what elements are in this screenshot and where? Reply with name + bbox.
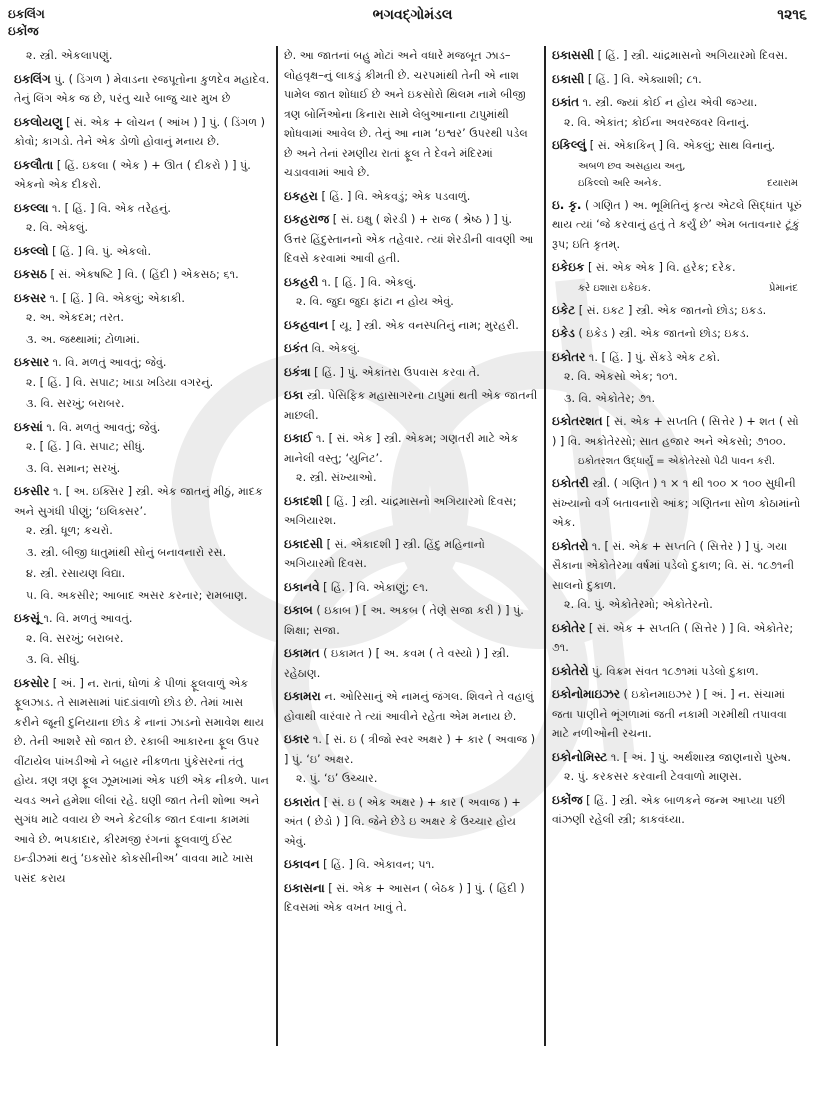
entry-line [284, 187, 538, 207]
definition-text: ( ઇકેડ ) સ્ત્રી. એક જાતનો છોડ; ઇકડ. [578, 327, 750, 340]
sub-sense: ૨. સ્ત્રી. ધૂળ; કચરો. [26, 524, 113, 537]
definition-text: વિ. એકલું. [311, 342, 361, 355]
definition-text: ૧. વિ. મળતું આવતું; જેવું. [52, 356, 167, 369]
entry-line [14, 156, 270, 195]
dictionary-entry [552, 70, 806, 90]
definition-text: ૧. [ હિં. ] વિ. એક તરેહનું. [52, 201, 171, 215]
dictionary-entry [14, 289, 270, 350]
definition-text: ( ઇકાબ ) [ અ. અકબ ( તેણે સજા કરી ) ] પું. શિક્ષા; સજા. [284, 604, 524, 637]
entry-line [284, 879, 538, 918]
dictionary-entry [552, 791, 806, 830]
definition-text: ( ઇકોનમાઇઝર ) [ અં. ] ન. સંચામાં જતા પાણીને ભૂંગળામાં જતી નકામી ગરમીથી તપાવવા માટે નળીઓની રચના. [552, 688, 787, 740]
definition-text: [ હિં. ] સ્ત્રી. ચાંદ્રમાસનો અગિયારમો દિવસ; અગિયારશ. [284, 494, 517, 527]
sub-sense: ૩. વિ. સમાન; સરખું. [26, 461, 121, 475]
dictionary-entry [14, 674, 270, 889]
column-right [544, 46, 812, 1046]
headword: ઇકાંત [552, 95, 580, 109]
quotation-text: ઇકોતરશત ઉદ્ધાર્યું = એકોતેરસો પેઢી પાવન કરી. [578, 456, 776, 467]
headword: ઇકેઇક [552, 260, 585, 274]
entry-line [552, 412, 806, 451]
definition-text: ૧. [ સં. એક + સપ્તતિ ( સિત્તેર ) ] પું. ગયા સૈકાના એકોતેરમા વર્ષમાં પડેલો દુકાળ; વિ. સં. ૧૮૭૧ની સાલનો દુકાળ. [552, 539, 795, 592]
dictionary-entry [552, 93, 806, 132]
definition-text: [ સં. એક + આસન ( બેઠક ) ] પું. ( હિંદી ) દિવસમાં એક વખત ખાવું તે. [284, 881, 525, 914]
quotation-line [552, 175, 806, 192]
dictionary-entry [284, 535, 538, 574]
definition-text: [ અં. ] ન. રાતાં, ધોળાં કે પીળાં ફૂલવાળું એક ફૂલઝાડ. તે સામસામાં પાંદડાંવાળો છોડ છે. તેમાં ખાસ કરીને જૂની દુનિયાના છોડ કે નાનાં ઝાડનો સમાવેશ થાય છે. તેની આશરે સો જાત છે. રકાબી આકારના ફૂલ ઉપર વીંટાયેલ પાંખડીઓ ને બહાર નીકળતા પુંકેસરનાં તંતુ હોય. ત્રણ ત્રણ ફૂલ ઝૂમખામાં એક પછી એક નીકળે. પાન ચવડ અને હમેશા લીલાં રહે. ઘણી જાત તેની શોભા અને સુગંધ માટે વવાય છે અને કેટલીક જાત દવાના કામમાં આવે છે. ભપકાદાર, કીરમજી રંગનાં ફૂલવાળું ઈસ્ટ ઇન્ડીઝમાં થતું ‘ઇકસોર કોકસીનીઅ’ વાવવા માટે ખાસ પસંદ કરાય [14, 676, 269, 885]
entry-line [284, 46, 538, 183]
definition-text: પું. વિક્રમ સંવત ૧૮૭૧માં પડેલો દુકાળ. [591, 664, 759, 678]
entry-line [284, 363, 538, 383]
headword: ઇકસોર [14, 675, 50, 690]
definition-text: ૧. [ સં. એક ] સ્ત્રી. એકમ; ગણતરી માટે એક માનેલી વસ્તુ; ‘યુનિટ’. [284, 432, 519, 465]
dictionary-entry [552, 348, 806, 409]
column-middle [276, 46, 544, 1046]
sub-sense: ૨. વિ. સરખું; બરાબર. [26, 631, 124, 645]
quotation-line [552, 158, 806, 175]
headword: ઇકહરાજ [284, 212, 330, 226]
dictionary-entry [14, 265, 270, 285]
entry-line [14, 609, 270, 629]
definition-text: [ હિં. ] વિ. એકાવન; ૫૧. [323, 858, 435, 871]
sub-sense: ૩. વિ. એકોતેર; ૭૧. [564, 391, 656, 405]
dictionary-entry [14, 199, 270, 238]
quotation-text: ઇકિલ્લો અરિ અનેક. [578, 177, 662, 189]
headword: ઇકોંજ [552, 792, 583, 807]
quotation [552, 453, 806, 470]
headword: ઇકલિંગ [14, 71, 51, 86]
definition-text: ૧. [ અં. ] પું. અર્થશાસ્ત્ર જાણનારો પુરુષ. [610, 750, 791, 764]
headword: ઇકેટ [552, 302, 576, 317]
definition-text: [ સં. એકાકિન્ ] વિ. એકલું; સાથ વિનાનું. [589, 139, 776, 152]
dictionary-entry [14, 242, 270, 262]
definition-text: [ હિં. ] સ્ત્રી. એક બાળકને જન્મ આપ્યા પછી વાંઝણી રહેલી સ્ત્રી; કાકવંધ્યા. [552, 793, 786, 826]
dictionary-entry [284, 187, 538, 207]
headword: ઇ. કૃ. [552, 197, 582, 212]
dictionary-entry [14, 418, 270, 479]
dictionary-entry [14, 70, 270, 109]
dictionary-entry [552, 474, 806, 533]
headword: ઇકોતેર [552, 620, 586, 635]
page-title: ભગવદ્ગોમંડલ [372, 7, 453, 23]
definition-text: [ સં. ઇકટ ] સ્ત્રી. એક જાતનો છોડ; ઇકડ. [578, 303, 767, 317]
dictionary-entry [552, 301, 806, 321]
entry-line [14, 265, 270, 285]
headword: ઇકાવન [284, 857, 320, 871]
entry-line [284, 687, 538, 726]
headword: ઇકાદસી [284, 536, 323, 551]
headword: ઇકલ્લા [14, 200, 49, 215]
entry-line [284, 316, 538, 336]
entry-line [284, 644, 538, 683]
dictionary-entry [284, 316, 538, 336]
headword: ઇકલ્લો [14, 243, 49, 258]
headword: ઇકોનોમિસ્ટ [552, 749, 608, 764]
dictionary-entry [284, 46, 538, 183]
entry-line [14, 113, 270, 152]
definition-text: ૧. [ અ. ઇક્સિર ] સ્ત્રી. એક જાતનું મીઠું, માદક અને સુગંધી પીણું; ‘ઇલિક્સર’. [14, 485, 263, 518]
guide-word-first: ઇકલિંગ [8, 7, 45, 21]
definition-text: [ હિં. ] વિ. પું. એકલો. [52, 244, 152, 258]
dictionary-entry [14, 156, 270, 195]
definition-text: ( ઇકામત ) [ અ. કવમ ( તે વસ્યો ) ] સ્ત્રી. રહેઠાણ. [284, 647, 510, 680]
entry-line [552, 324, 806, 344]
entry-line [284, 273, 538, 293]
sub-sense: ૩. સ્ત્રી. બીજી ધાતુમાંથી સોનું બનાવનારો રસ. [26, 545, 227, 559]
definition-text: છે. આ જાતનાં બહુ મોટાં અને વધારે મજબૂત ઝાડ–લોહવૃક્ષ–નું લાકડું કીમતી છે. ચરપમાંથી તેની એ નાશ પામેલ જાત શોધાઈ છે અને ઇકસોરો થિલમ નામે બીજી ત્રણ બોર્નિઓના કિનારા સામે લેબુઆનાના ટાપુમાંથી શોધવામાં આવેલ છે. તેનું આ નામ ‘ઇશ્વર’ ઉપરથી પડેલ છે અને તેનાં રમણીય રાતાં ફૂલ તે દેવને મંદિરમાં ચડાવવામાં આવે છે. [284, 49, 528, 179]
definition-text: ૧. [ હિં. ] વિ. એકલું; એકાકી. [49, 291, 185, 305]
quotation [552, 280, 806, 297]
definition-text: [ સં. ઇ ( એક અક્ષર ) + કાર ( અવાજ ) + અંત ( છેડો ) ] વિ. જેને છેડે ઇ અક્ષર કે ઉચ્ચાર હોય એવું. [284, 795, 521, 848]
headword: ઇકસઠ [14, 267, 47, 281]
quotation-text: અબળ છવ અસહાય અનુ, [578, 160, 686, 172]
headword: ઇકાસસી [552, 48, 595, 62]
dictionary-entry [284, 855, 538, 875]
headword: ઇકલોયણુ [14, 114, 63, 129]
sub-sense: ૨. પું. ‘ઇ’ ઉચ્ચાર. [296, 772, 378, 785]
definition-text: ૧. સ્ત્રી. જ્યાં કોઈ ન હોય એવી જગ્યા. [582, 96, 758, 109]
headword: ઇકાઈ [284, 431, 313, 445]
entry-line [14, 199, 270, 219]
definition-text: [ સં. એકષષ્ટિ ] વિ. ( હિંદી ) એકસઠ; ૬૧. [50, 268, 239, 281]
headword: ઇકાબ [284, 603, 313, 617]
dictionary-entry [284, 687, 538, 726]
dictionary-entry [284, 210, 538, 269]
entry-line [552, 537, 806, 596]
definition-text: ૧. [ હિં. ] વિ. એકલું. [321, 275, 417, 289]
definition-text: ૧. [ સં. ઇ ( ત્રીજો સ્વર અક્ષર ) + કાર ( અવાજ ) ] પું. ‘ઇ’ અક્ષર. [284, 733, 536, 766]
headword: ઇકાનવે [284, 579, 320, 594]
entry-line [552, 474, 806, 533]
dictionary-entry [552, 46, 806, 66]
sub-sense: ૨. [ હિં. ] વિ. સપાટ; ખાડા ખડિયા વગરનું. [26, 375, 214, 389]
headword: ઇકસાં [14, 419, 43, 434]
entry-line [552, 301, 806, 321]
dictionary-entry [552, 619, 806, 658]
quotation-text: કરે ઇશારા ઇકેઇક. [578, 282, 651, 294]
entry-line [552, 685, 806, 744]
quotation-author: પ્રેમાનંદ [768, 282, 798, 294]
entry-line [14, 242, 270, 262]
sub-sense: ૩. વિ. સરખું; બરાબર. [26, 397, 125, 410]
dictionary-entry [552, 748, 806, 787]
sub-sense: ૫. વિ. અકસીર; આબાદ અસર કરનાર; રામબાણ. [26, 588, 248, 602]
dictionary-entry [552, 196, 806, 255]
dictionary-entry [284, 429, 538, 488]
entry-line [552, 619, 806, 658]
dictionary-entry [284, 492, 538, 531]
entry-line [14, 418, 270, 438]
entry-line [552, 46, 806, 66]
entry-line [284, 601, 538, 640]
dictionary-entry [14, 353, 270, 414]
sub-sense: ૨. વિ. પું. એકોતેરમો; એકોતેરનો. [564, 598, 713, 611]
dictionary-entry [14, 482, 270, 605]
entry-line [552, 791, 806, 830]
definition-text: ૧. વિ. મળતું આવતું; જેવું. [46, 420, 161, 434]
quotation [552, 158, 806, 192]
definition-text: [ સં. એક એક ] વિ. હરેક; દરેક. [587, 261, 736, 274]
sub-sense: ૨. પું. કરકસર કરવાની ટેવવાળો માણસ. [564, 770, 742, 783]
dictionary-entry [284, 601, 538, 640]
headword: ઇકોતરશત [552, 414, 603, 428]
entry-line [14, 353, 270, 373]
dictionary-columns [8, 46, 818, 1046]
definition-text: ૧. વિ. મળતું આવતું. [43, 612, 133, 625]
definition-text: [ હિં. ] પું. એકાંતરા ઉપવાસ કરવા તે. [314, 365, 480, 379]
headword: ઇકસીર [14, 484, 50, 498]
headword: ઇકસર [14, 290, 47, 305]
dictionary-entry [14, 113, 270, 152]
definition-text: [ હિં. ] વિ. એકાણું; ૯૧. [323, 580, 429, 594]
entry-line [284, 855, 538, 875]
entry-line [552, 196, 806, 255]
sub-sense: ૪. સ્ત્રી. રસાયણ વિદ્યા. [26, 567, 126, 580]
definition-text: [ સં. એક + સપ્તતિ ( સિત્તેર ) ] વિ. એકોતેર; ૭૧. [552, 621, 794, 654]
quotation-author: દયારામ [767, 177, 798, 189]
headword: ઇકસાર [14, 355, 50, 369]
dictionary-entry [284, 386, 538, 425]
entry-line [552, 258, 806, 278]
sub-sense: ૨. [ હિં. ] વિ. સપાટ; સીધું. [26, 440, 146, 453]
entry-line [284, 386, 538, 425]
dictionary-entry [14, 46, 270, 66]
headword: ઇકારાંત [284, 794, 321, 809]
entry-line [14, 482, 270, 521]
headword: ઇકેડ [552, 326, 575, 340]
entry-line [552, 748, 806, 768]
entry-line [284, 578, 538, 598]
headword: ઇકાર [284, 732, 310, 746]
definition-text: [ હિં. ] વિ. એકવડું; એક પડવાળું. [321, 189, 471, 203]
definition-text: [ સં. એક + લોચન ( આંખ ) ] પું. ( ડિંગળ ) કોવો; કાગડો. તેને એક ડોળો હોવાનું મનાય છે. [14, 115, 266, 148]
page-number: ૧૨૧૬ [777, 7, 807, 23]
entry-line [552, 70, 806, 90]
dictionary-entry [552, 136, 806, 192]
headword: ઇકિલ્લું [552, 138, 587, 152]
definition-text: સ્ત્રી. પેસિફિક મહાસાગરના ટાપુમાં થતી એક જાતની માછલી. [284, 389, 538, 422]
dictionary-entry [552, 258, 806, 297]
dictionary-entry [552, 412, 806, 470]
definition-text: [ યૂ. ] સ્ત્રી. એક વનસ્પતિનું નામ; મુરહરી. [331, 318, 519, 332]
sub-sense: ૨. વિ. એકાંત; કોઈના અવરજવર વિનાનું. [564, 115, 750, 129]
sub-sense: ૨. અ. એકદમ; તરત. [26, 311, 124, 324]
dictionary-entry [284, 363, 538, 383]
sub-sense: ૨. સ્ત્રી. સંખ્યાઓ. [296, 471, 377, 484]
entry-line [14, 70, 270, 109]
page-header [0, 0, 825, 48]
headword: ઇકંત [284, 341, 309, 355]
dictionary-entry [284, 793, 538, 852]
entry-line [284, 210, 538, 269]
headword: ઇકોતરી [552, 476, 589, 490]
sub-sense: ૨. વિ. એકસો એક; ૧૦૧. [564, 370, 678, 383]
dictionary-entry [284, 730, 538, 789]
headword: ઇકામત [284, 646, 320, 660]
dictionary-entry [552, 662, 806, 682]
headword: ઇકા [284, 388, 304, 402]
headword: ઇકામરા [284, 689, 321, 703]
entry-line [284, 339, 538, 359]
definition-text: ન. ઓરિસાનું એ નામનું જંગલ. શિવને તે વહાલું હોવાથી વારંવાર તે ત્યાં આવીને રહેતા એમ મનાય છે. [284, 690, 534, 723]
sub-sense: ૨. વિ. જુદા જુદા ફાંટા ન હોય એવું. [296, 295, 454, 308]
quotation-line [552, 280, 806, 297]
headword: ઇકહવાન [284, 317, 329, 332]
definition-text: [ સં. ઇક્ષુ ( શેરડી ) + રાજ ( શ્રેષ્ઠ ) ] પું. ઉત્તર હિંદુસ્તાનનો એક તહેવાર. ત્યાં શેરડીની વાવણી આ દિવસે કરવામાં આવી હતી. [284, 213, 534, 265]
headword: ઇકોતરો [552, 538, 589, 553]
definition-text: ( ગણિત ) અ. ભૂમિતિનું કૃત્ય એટલે સિદ્ધાંત પૂરું થાય ત્યાં ‘જે કરવાનું હતું તે કર્યું છે’ એમ બતાવનાર ટૂંકું રૂપ; ઇતિ કૃતમ્. [552, 198, 802, 251]
headword: ઇકલૌતા [14, 157, 54, 172]
headword: ઇકાદશી [284, 493, 323, 508]
definition-text: ૧. [ હિં. ] પું. સેંકડે એક ટકો. [588, 350, 721, 364]
entry-line [284, 535, 538, 574]
definition-text: [ સં. એકાદશી ] સ્ત્રી. હિંદુ મહિનાનો અગિયારમો દિવસ. [284, 537, 485, 570]
headword: ઇકોતર [552, 349, 586, 364]
entry-line [14, 289, 270, 309]
dictionary-entry [284, 273, 538, 312]
entry-line [552, 93, 806, 113]
definition-text: સ્ત્રી. ( ગણિત ) ૧ × ૧ થી ૧૦૦ × ૧૦૦ સુધીની સંખ્યાનો વર્ગ બતાવનારો આંક; ગણિતના સોળ કોઠામાંનો એક. [552, 477, 801, 529]
definition-text: [ હિં. ] વિ. એક્યાશી; ૮૧. [587, 72, 702, 86]
entry-line [284, 730, 538, 769]
entry-line [14, 674, 270, 889]
definition-text: [ હિં. ] સ્ત્રી. ચાંદ્રમાસનો અગિયારમો દિવસ. [597, 49, 788, 62]
definition-text: [ હિં. ઇકલા ( એક ) + ઊત ( દીકરો ) ] પું. એકનો એક દીકરો. [14, 158, 251, 191]
entry-line [284, 492, 538, 531]
headword: ઇકાસી [552, 71, 585, 86]
definition-text: [ સં. એક + સપ્તતિ ( સિત્તેર ) + શત ( સો ) ] વિ. અકોતેરસો; સાત હજાર અને એકસો; ૭૧૦૦. [552, 415, 799, 448]
dictionary-entry [552, 537, 806, 615]
headword: ઇકહરી [284, 274, 319, 289]
entry-line [552, 348, 806, 368]
entry-line [284, 793, 538, 852]
quotation-line [552, 453, 806, 470]
headword: ઇકહરા [284, 188, 318, 203]
sub-sense: ૨. વિ. એકલું. [26, 221, 89, 234]
guide-word-last: ઇકોંજ [8, 24, 39, 38]
dictionary-entry [284, 644, 538, 683]
dictionary-entry [284, 879, 538, 918]
entry-line [552, 662, 806, 682]
sub-sense: ૨. સ્ત્રી. એકલાપણું. [26, 49, 113, 62]
dictionary-entry [14, 609, 270, 670]
entry-line [284, 429, 538, 468]
definition-text: પું. ( ડિંગળ ) મેવાડના રજપૂતોના કુળદેવ મહાદેવ. તેનું લિંગ એક જ છે, પરંતુ ચારે બાજુ ચાર મુખ છે [14, 72, 270, 105]
headword: ઇકોતેરો [552, 663, 589, 678]
entry-line [552, 136, 806, 156]
dictionary-entry [284, 578, 538, 598]
dictionary-entry [284, 339, 538, 359]
column-left [8, 46, 276, 1046]
headword: ઇકાસના [284, 880, 325, 895]
sub-sense: ૩. વિ. સીધું. [26, 653, 80, 666]
dictionary-entry [552, 324, 806, 344]
dictionary-entry [552, 685, 806, 744]
headword: ઇકસૂં [14, 611, 40, 625]
headword: ઇકોનોમાઇઝર [552, 687, 620, 701]
sub-sense: ૩. અ. જથ્થામાં; ટોળામાં. [26, 332, 140, 346]
headword: ઇકંત્રા [284, 364, 311, 379]
